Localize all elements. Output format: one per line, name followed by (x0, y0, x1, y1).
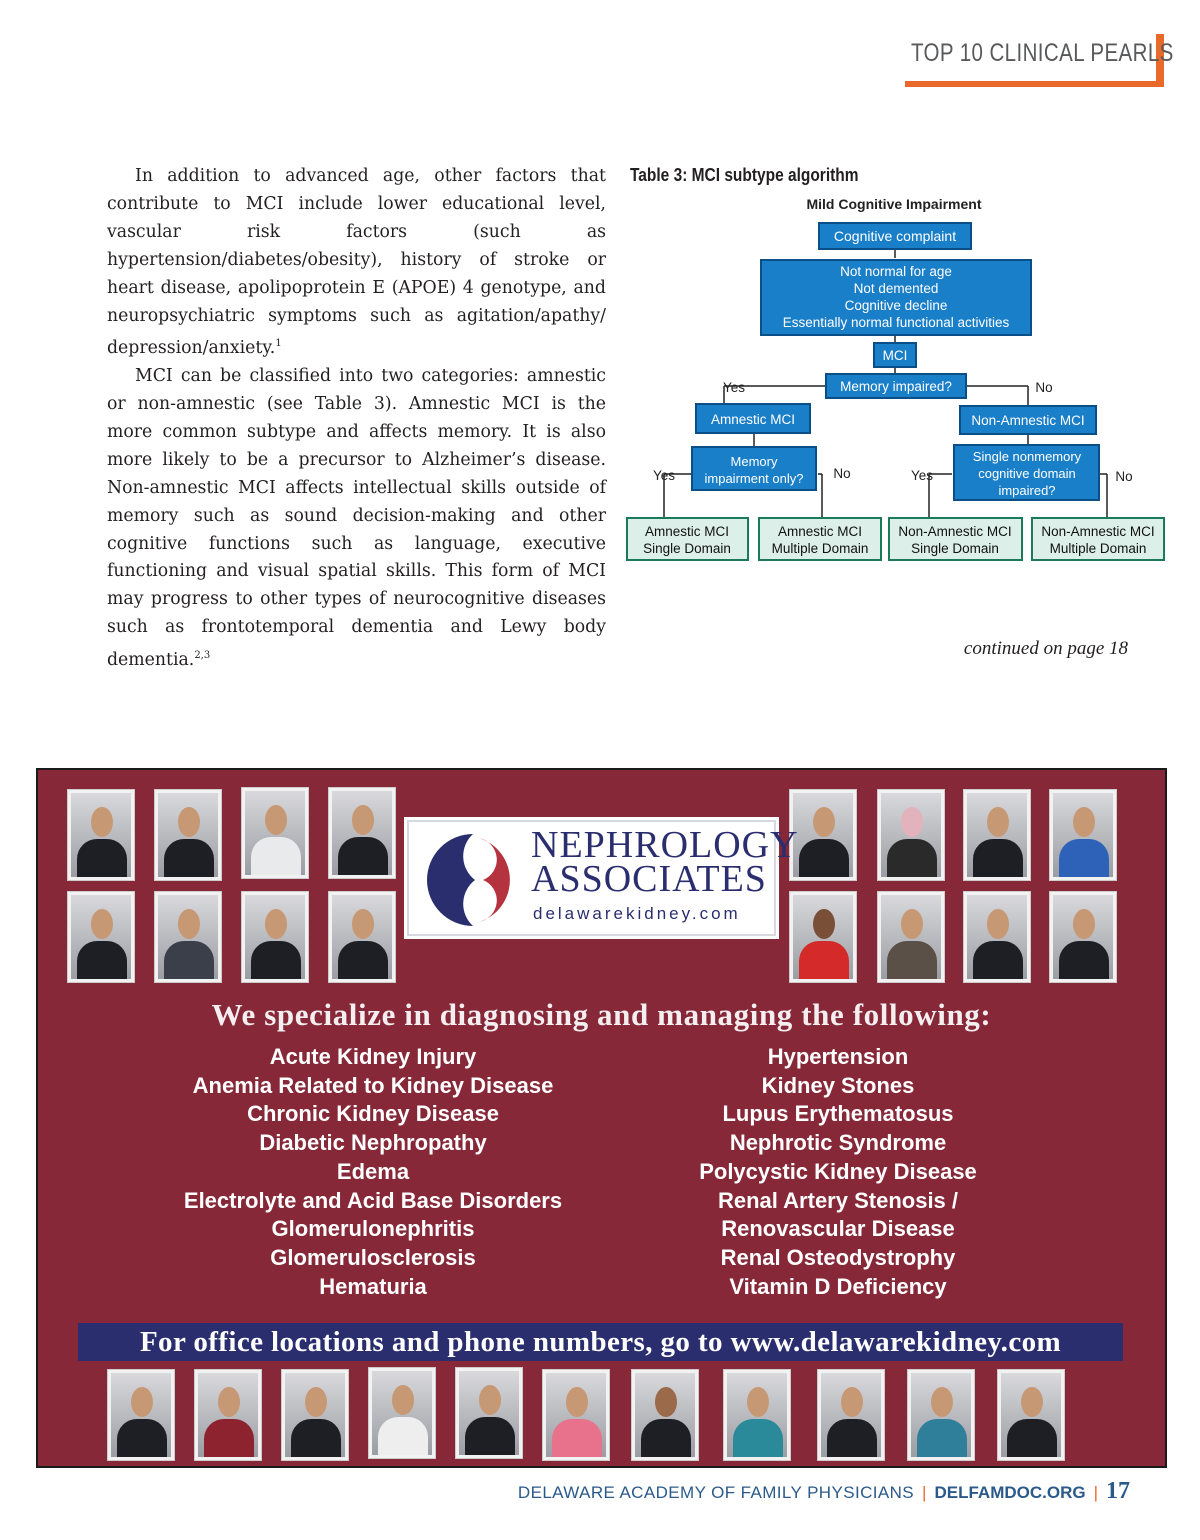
physician-photo (964, 790, 1030, 880)
section-label: TOP 10 CLINICAL PEARLS (911, 39, 1174, 67)
logo-name: NEPHROLOGY ASSOCIATES (531, 824, 799, 900)
outcome-line: Single Domain (643, 541, 731, 556)
non-amnestic-mci-label: Non-Amnestic MCI (971, 413, 1085, 428)
figure-title: Table 3: MCI subtype algorithm (630, 165, 859, 185)
page-number: 17 (1106, 1478, 1130, 1504)
condition-item: Glomerulonephritis (271, 1216, 475, 1242)
nephrology-ad (36, 768, 1167, 1468)
physician-photo (1050, 790, 1116, 880)
memory-impaired-label: Memory impaired? (840, 379, 952, 394)
physician-photo (242, 788, 308, 878)
physician-photo (724, 1370, 790, 1460)
condition-item: Anemia Related to Kidney Disease (192, 1072, 554, 1098)
physician-photo (1050, 892, 1116, 982)
physician-photo (456, 1368, 522, 1458)
article-paragraph: In addition to advanced age, other factors that contribute to MCI include lower educational level, vascular risk factors (such as hypertension/diabetes/obesity), history of stroke or heart disease, apolipoprotein E (APOE) 4 genotype, and neuropsychiatric symptoms such as agitation/apathy/ depression/anxiety.$^1$ (107, 166, 606, 359)
section-header-tag (905, 34, 1174, 87)
yes-label: Yes (652, 468, 676, 483)
footer-separator: | (1093, 1483, 1098, 1502)
footer-org: DELAWARE ACADEMY OF FAMILY PHYSICIANS (517, 1483, 915, 1502)
footer-site: DELFAMDOC.ORG (934, 1483, 1086, 1502)
physician-photo (369, 1368, 435, 1458)
condition-item: Vitamin D Deficiency (729, 1273, 947, 1299)
criteria-line: Cognitive decline (844, 298, 948, 313)
condition-item: Diabetic Nephropathy (259, 1130, 487, 1156)
flow-heading: Mild Cognitive Impairment (806, 196, 982, 212)
physician-photo (329, 788, 395, 878)
condition-item: Kidney Stones (761, 1072, 915, 1098)
logo-url: delawarekidney.com (533, 904, 741, 923)
physician-photo (878, 892, 944, 982)
physician-photo (543, 1370, 609, 1460)
condition-item: Renal Artery Stenosis / (717, 1187, 959, 1213)
physician-photo (790, 790, 856, 880)
physician-photo (790, 892, 856, 982)
condition-item: Acute Kidney Injury (269, 1044, 477, 1069)
physician-photo (155, 790, 221, 880)
condition-item: Renal Osteodystrophy (720, 1244, 956, 1270)
physician-photo (998, 1370, 1064, 1460)
physician-photo (878, 790, 944, 880)
criteria-line: Not normal for age (840, 264, 952, 279)
condition-item: Hypertension (767, 1044, 909, 1069)
physician-photo (108, 1370, 174, 1460)
single-nonmemory-line: impaired? (998, 483, 1056, 498)
physician-photo (155, 892, 221, 982)
physician-photo (282, 1370, 348, 1460)
no-label: No (1115, 469, 1133, 484)
condition-item: Chronic Kidney Disease (247, 1101, 499, 1127)
ad-footer-banner: For office locations and phone numbers, go to www.delawarekidney.com (78, 1323, 1123, 1361)
physician-photo (632, 1370, 698, 1460)
mci-flowchart (624, 190, 1169, 570)
conditions-list-right (603, 1043, 1073, 1301)
ad-headline: We specialize in diagnosing and managing the following: (211, 997, 992, 1032)
no-label: No (833, 466, 851, 481)
nephrology-associates-logo (407, 820, 799, 936)
condition-item: Glomerulosclerosis (270, 1244, 476, 1270)
cognitive-complaint-label: Cognitive complaint (833, 228, 957, 244)
continued-note: continued on page 18 (963, 638, 1128, 659)
outcome-line: Amnestic MCI (777, 524, 863, 539)
outcome-line: Non-Amnestic MCI (1041, 524, 1155, 539)
physician-photo (68, 892, 134, 982)
amnestic-mci-label: Amnestic MCI (710, 412, 796, 427)
physician-photo (242, 892, 308, 982)
outcome-line: Single Domain (911, 541, 999, 556)
outcome-line: Amnestic MCI (644, 524, 730, 539)
condition-item: Electrolyte and Acid Base Disorders (183, 1187, 563, 1213)
condition-item: Hematuria (319, 1273, 427, 1299)
page-footer (518, 1478, 1130, 1505)
condition-item: Renovascular Disease (721, 1216, 955, 1242)
criteria-line: Not demented (853, 281, 939, 296)
physician-photo (68, 790, 134, 880)
yes-label: Yes (722, 380, 746, 395)
citation: 1 (275, 338, 282, 350)
kidney-logo-icon (423, 830, 523, 930)
criteria-line: Essentially normal functional activities (782, 315, 1010, 330)
physician-photo (329, 892, 395, 982)
conditions-list-left (138, 1043, 608, 1301)
condition-item: Edema (336, 1158, 410, 1184)
article-paragraph: MCI can be classified into two categories: amnestic or non-amnestic (see Table 3). Amnestic MCI is the more common subtype and affects memory. It is also more likely to be a precursor to Alzheimer’s disease. Non-amnestic MCI affects intellectual skills outside of memory such as sound decision-making and other cognitive functions such as language, executive functioning and visual spatial skills. This form of MCI may progress to other types of neurocognitive diseases such as frontotemporal dementia and Lewy body dementia.$^{2,3}$ (107, 366, 606, 670)
mci-label: MCI (882, 348, 908, 363)
physician-photo (964, 892, 1030, 982)
no-label: No (1035, 380, 1053, 395)
outcome-line: Multiple Domain (1049, 541, 1147, 556)
condition-item: Nephrotic Syndrome (729, 1130, 947, 1156)
citation: 2,3 (194, 650, 211, 662)
single-nonmemory-line: cognitive domain (978, 466, 1076, 481)
article-body (107, 163, 606, 675)
single-nonmemory-line: Single nonmemory (972, 449, 1082, 464)
yes-label: Yes (910, 468, 934, 483)
physician-photo (195, 1370, 261, 1460)
footer-separator: | (922, 1483, 927, 1502)
memory-only-line: impairment only? (704, 471, 804, 486)
outcome-line: Multiple Domain (771, 541, 869, 556)
condition-item: Lupus Erythematosus (722, 1101, 954, 1127)
physician-photo (818, 1370, 884, 1460)
memory-only-line: Memory (730, 454, 778, 469)
condition-item: Polycystic Kidney Disease (699, 1158, 977, 1184)
physician-photo (908, 1370, 974, 1460)
outcome-line: Non-Amnestic MCI (898, 524, 1012, 539)
